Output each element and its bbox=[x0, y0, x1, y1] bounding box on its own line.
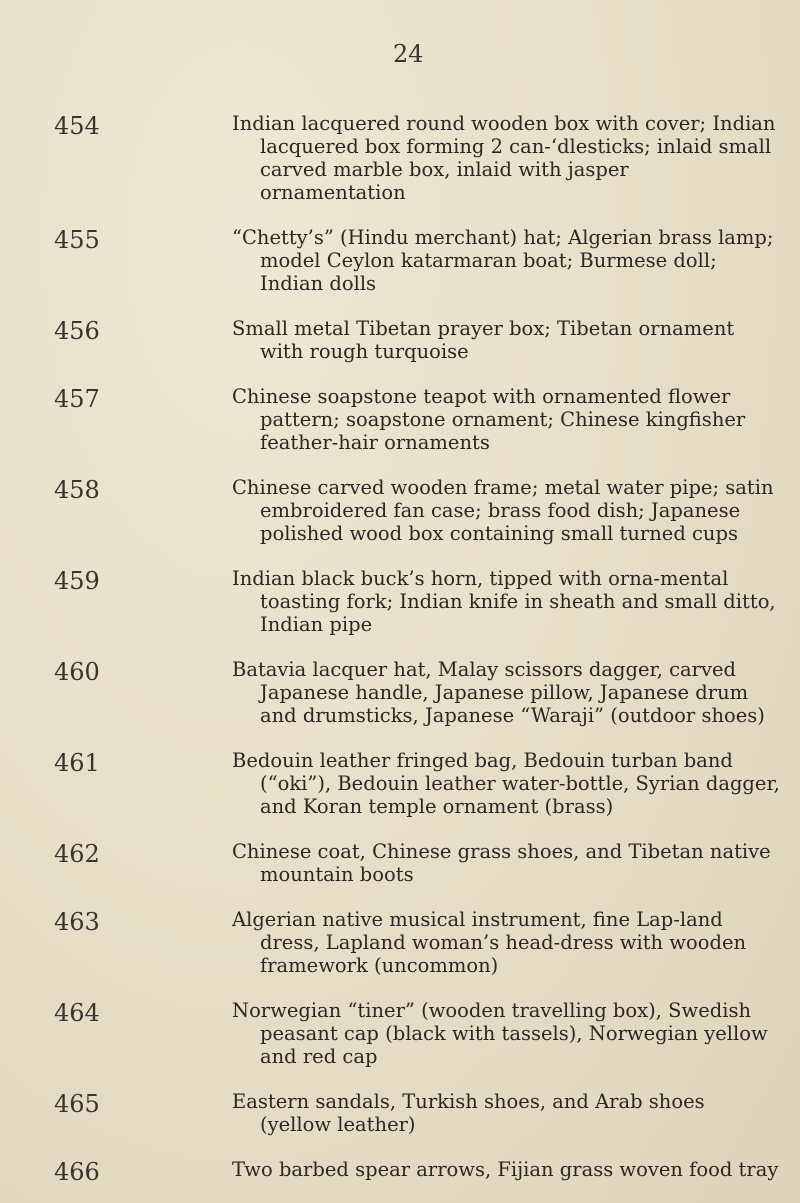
lot-number: 463 bbox=[54, 908, 100, 936]
lot-number: 464 bbox=[54, 999, 100, 1027]
lot-number: 459 bbox=[54, 567, 100, 595]
lot-number: 465 bbox=[54, 1090, 100, 1118]
lot-number: 456 bbox=[54, 317, 100, 345]
lot-number: 457 bbox=[54, 385, 100, 413]
lot-description: Eastern sandals, Turkish shoes, and Arab shoes (yellow leather) bbox=[232, 1090, 705, 1136]
lot-description: Two barbed spear arrows, Fijian grass woven food tray bbox=[232, 1158, 779, 1181]
lot-description: Bedouin leather fringed bag, Bedouin turban band (“oki”), Bedouin leather water-bottle, Syrian dagger, and Koran temple ornament (brass) bbox=[232, 749, 780, 818]
lot-number: 461 bbox=[54, 749, 100, 777]
lot-description: Batavia lacquer hat, Malay scissors dagger, carved Japanese handle, Japanese pillow, Japanese drum and drumsticks, Japanese “Waraji” (outdoor shoes) bbox=[232, 658, 765, 727]
lot-description: Chinese soapstone teapot with ornamented flower pattern; soapstone ornament; Chinese kingfisher feather-hair ornaments bbox=[232, 385, 746, 454]
lot-number: 466 bbox=[54, 1158, 100, 1186]
lot-number: 460 bbox=[54, 658, 100, 686]
lot-description: Indian black buck’s horn, tipped with orna-mental toasting fork; Indian knife in sheath and small ditto, Indian pipe bbox=[232, 567, 776, 636]
lot-description: Algerian native musical instrument, fine Lap-land dress, Lapland woman’s head-dress with wooden framework (uncommon) bbox=[232, 908, 747, 977]
lot-description: “Chetty’s” (Hindu merchant) hat; Algerian brass lamp; model Ceylon katarmaran boat; Burmese doll; Indian dolls bbox=[232, 226, 774, 295]
lot-number: 455 bbox=[54, 226, 100, 254]
lot-description: Chinese carved wooden frame; metal water pipe; satin embroidered fan case; brass food dish; Japanese polished wood box containing small turned cups bbox=[232, 476, 774, 545]
page-number: 24 bbox=[393, 40, 424, 68]
lot-description: Chinese coat, Chinese grass shoes, and Tibetan native mountain boots bbox=[232, 840, 771, 886]
lot-number: 458 bbox=[54, 476, 100, 504]
lot-description: Norwegian “tiner” (wooden travelling box), Swedish peasant cap (black with tassels), Norwegian yellow and red cap bbox=[232, 999, 768, 1068]
lot-description: Small metal Tibetan prayer box; Tibetan ornament with rough turquoise bbox=[232, 317, 735, 363]
lot-description: Indian lacquered round wooden box with cover; Indian lacquered box forming 2 can-‘dlesticks; inlaid small carved marble box, inlaid with jasper ornamentation bbox=[232, 112, 776, 204]
lot-number: 454 bbox=[54, 112, 100, 140]
lot-number: 462 bbox=[54, 840, 100, 868]
